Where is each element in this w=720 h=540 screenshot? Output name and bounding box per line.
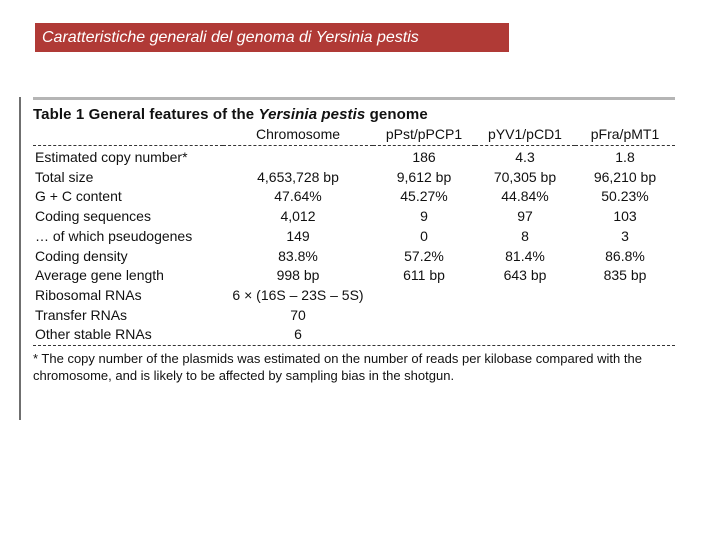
table-cell — [575, 306, 675, 326]
table-row — [33, 286, 675, 306]
row-label: Estimated copy number* — [35, 149, 188, 165]
table-cell — [575, 286, 675, 306]
row-label: G + C content — [35, 188, 122, 205]
table-caption-species: Yersinia pestis — [258, 106, 366, 123]
table-row — [33, 148, 675, 168]
table-header-row — [33, 123, 675, 146]
table-cell: 0 — [420, 227, 428, 244]
table-cell: 4,653,728 bp — [257, 168, 339, 185]
table-row — [33, 187, 675, 207]
table-cell: 835 bp — [603, 267, 647, 284]
row-label: Coding density — [35, 247, 128, 264]
table-cell: 45.27% — [400, 188, 448, 205]
table-cell: 50.23% — [601, 188, 649, 205]
table-cell: 96,210 bp — [593, 168, 657, 185]
table-cell: 103 — [613, 208, 637, 225]
table-row — [33, 325, 675, 345]
table-cell: 1.8 — [615, 149, 635, 165]
row-label: Other stable RNAs — [35, 326, 152, 343]
table-row — [33, 227, 675, 247]
left-divider — [19, 97, 21, 420]
table-cell: 57.2% — [404, 247, 444, 264]
table-row — [33, 306, 675, 326]
table-top-rule — [33, 97, 675, 100]
table-cell: 4.3 — [515, 149, 535, 165]
table-cell — [475, 306, 575, 326]
table-cell: 9,612 bp — [396, 168, 452, 185]
table-cell: 4,012 — [280, 208, 316, 225]
table-cell: 643 bp — [503, 267, 547, 284]
table-footnote: * The copy number of the plasmids was estimated on the number of reads per kilobase compared with the chromosome, and is likely to be affected by sampling bias in the shotgun. — [33, 351, 642, 384]
table-cell — [475, 325, 575, 345]
column-header-ppst: pPst/pPCP1 — [385, 126, 463, 142]
column-header-pfra: pFra/pMT1 — [590, 126, 660, 142]
table-cell: 611 bp — [403, 267, 445, 284]
column-header-chromosome: Chromosome — [255, 126, 341, 142]
genome-features-table-figure — [33, 97, 675, 384]
table-cell: 44.84% — [501, 188, 549, 205]
table-row — [33, 247, 675, 267]
table-cell: 8 — [521, 227, 529, 244]
table-cell — [373, 286, 475, 306]
table-cell: 83.8% — [278, 247, 318, 264]
column-header-pyv1: pYV1/pCD1 — [488, 126, 562, 142]
table-cell: 70 — [290, 306, 306, 323]
table-cell: 6 — [294, 326, 302, 343]
slide-title: Caratteristiche generali del genoma di Yersinia pestis — [35, 23, 509, 52]
table-cell: 186 — [412, 149, 436, 165]
table-row — [33, 266, 675, 286]
genome-features-table — [33, 123, 675, 345]
table-cell: 3 — [621, 227, 629, 244]
table-caption — [33, 106, 675, 123]
table-cell: 149 — [286, 227, 310, 244]
row-label: Average gene length — [35, 267, 164, 284]
column-header — [33, 123, 223, 146]
table-cell: 86.8% — [605, 247, 645, 264]
table-caption-suffix: genome — [369, 106, 428, 123]
table-cell: 998 bp — [276, 267, 320, 284]
row-label: Transfer RNAs — [35, 306, 128, 323]
table-bottom-rule — [33, 345, 675, 346]
row-label: Coding sequences — [35, 208, 151, 225]
table-cell: 97 — [517, 208, 533, 225]
table-label: Table 1 — [33, 106, 85, 123]
table-cell: 70,305 bp — [493, 168, 557, 185]
table-cell — [475, 286, 575, 306]
row-label: Ribosomal RNAs — [35, 286, 142, 303]
table-cell — [373, 306, 475, 326]
row-label: … of which pseudogenes — [35, 227, 193, 244]
table-cell: 9 — [420, 208, 428, 225]
table-cell: 81.4% — [505, 247, 545, 264]
table-row — [33, 207, 675, 227]
table-body — [33, 146, 675, 346]
row-label: Total size — [35, 168, 94, 185]
table-cell — [575, 325, 675, 345]
table-cell — [373, 325, 475, 345]
table-caption-prefix: General features of the — [88, 106, 255, 123]
table-cell: 6 × (16S – 23S – 5S) — [232, 286, 364, 303]
table-cell — [223, 148, 373, 168]
table-row — [33, 168, 675, 188]
table-cell: 47.64% — [274, 188, 322, 205]
